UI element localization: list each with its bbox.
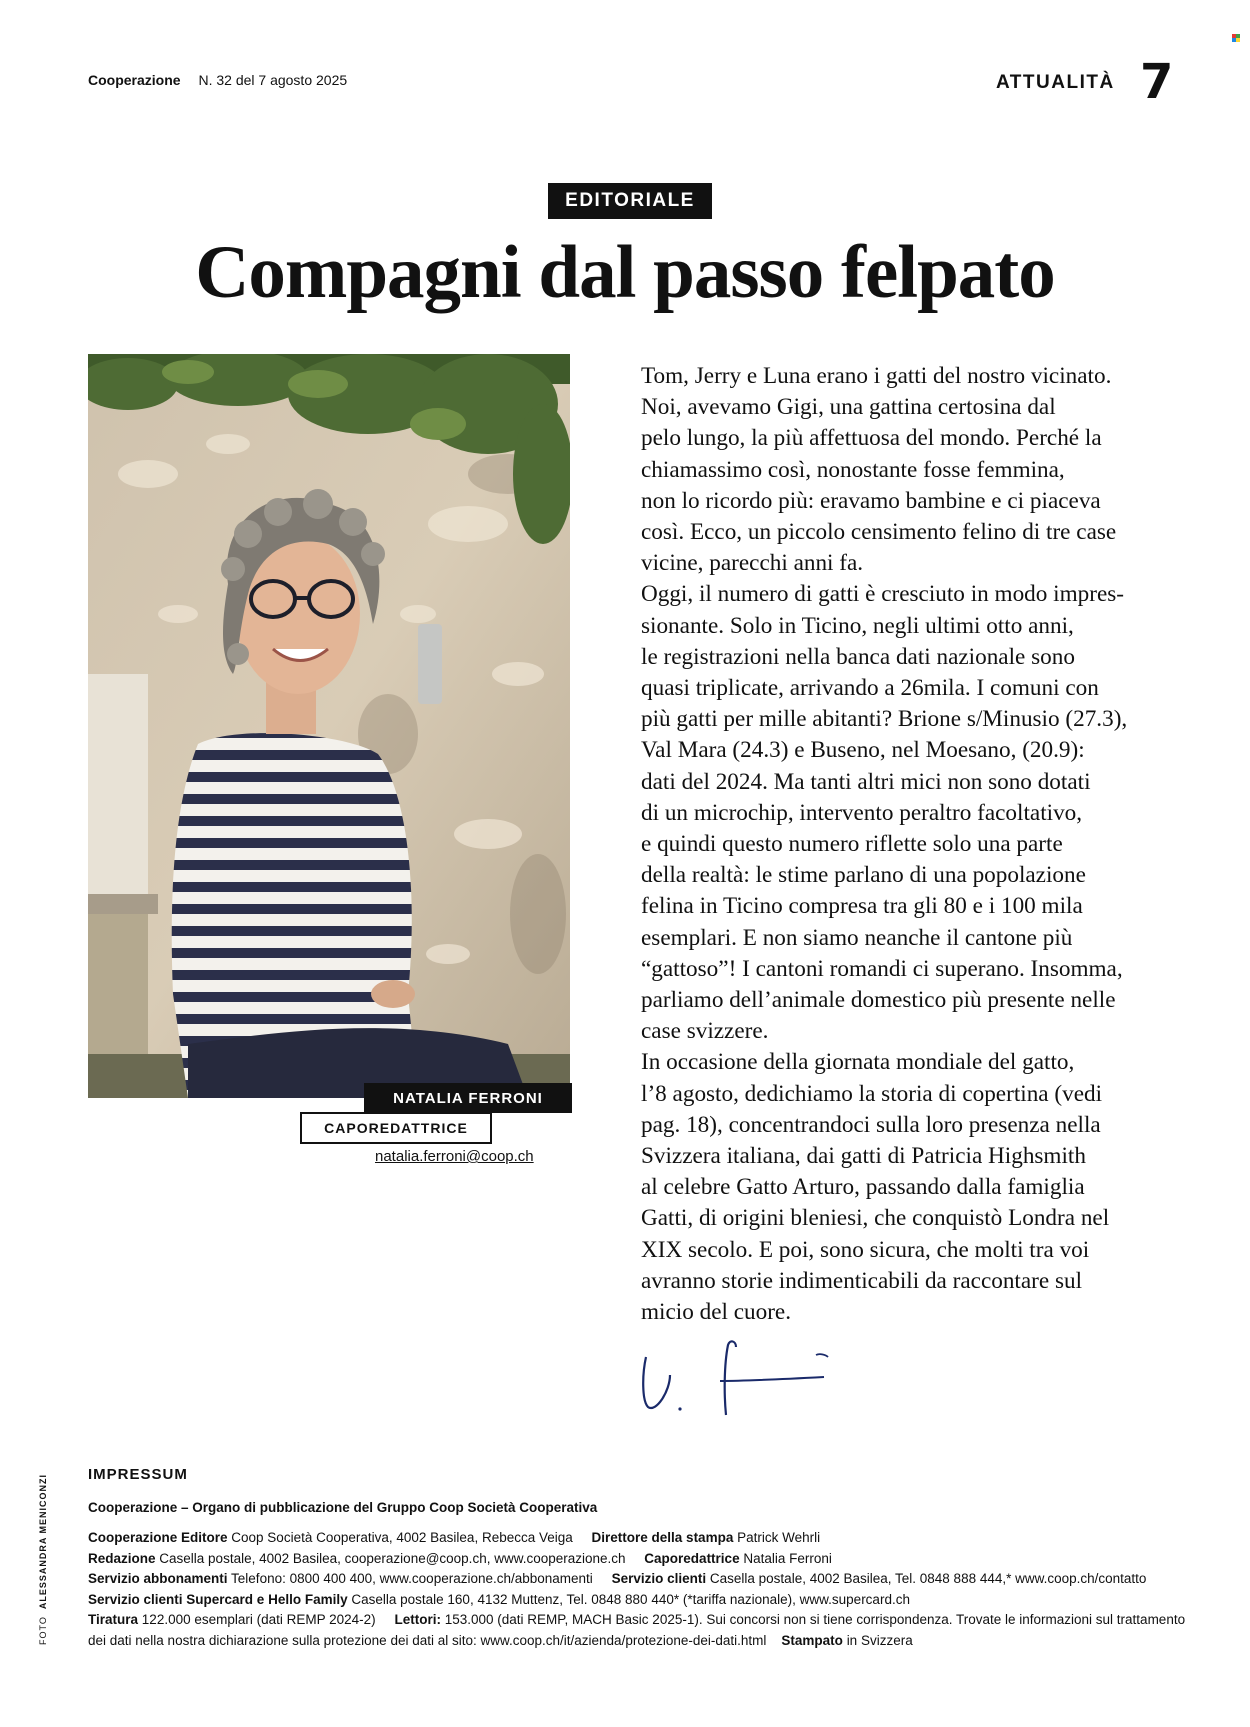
impressum-value: Telefono: 0800 400 400, www.cooperazione.ch/abbonamenti [231, 1571, 593, 1586]
article-paragraph: Tom, Jerry e Luna erano i gatti del nostro vicinato. Noi, avevamo Gigi, una gattina certosina dal pelo lungo, la più affettuosa del mondo. Perché la chiamassimo così, nonostante fosse femmina, non lo ricordo più: eravamo bambine e ci piaceva così. Ecco, un piccolo censimento felino di tre case vicine, parecchi anni fa. [641, 363, 1117, 577]
publication-name: Cooperazione [88, 72, 181, 88]
author-role-tag: CAPOREDATTRICE [300, 1112, 492, 1144]
impressum-title: IMPRESSUM [88, 1466, 188, 1483]
author-portrait-illustration [88, 354, 570, 1098]
impressum-value: Casella postale 160, 4132 Muttenz, Tel. 0848 880 440* (*tariffa nazionale), www.supercard.ch [351, 1591, 910, 1607]
impressum-label: Redazione [88, 1550, 156, 1566]
impressum-value: Coop Società Cooperativa, 4002 Basilea, Rebecca Veiga [231, 1530, 573, 1545]
author-photo [88, 354, 570, 1098]
impressum-value: 122.000 esemplari (dati REMP 2024-2) [141, 1612, 376, 1627]
impressum-label: Cooperazione Editore [88, 1530, 228, 1545]
impressum-label: Stampato [781, 1632, 843, 1648]
author-signature [636, 1335, 836, 1425]
impressum-value: 153.000 (dati REMP, MACH Basic 2025-1). Sui concorsi non si tiene corrispondenza. Trovate le informazioni sul trattamento [444, 1612, 1186, 1627]
headline: Compagni dal passo felpato [195, 231, 1055, 314]
impressum-label: Servizio clienti Supercard e Hello Family [88, 1591, 348, 1607]
impressum-label: Direttore della stampa [591, 1530, 734, 1545]
impressum-value: Casella postale, 4002 Basilea, cooperazione@coop.ch, www.cooperazione.ch [159, 1550, 626, 1566]
impressum-label: Tiratura [88, 1612, 139, 1627]
impressum-label: Caporedattrice [644, 1550, 740, 1566]
author-name-tag: NATALIA FERRONI [364, 1083, 572, 1113]
impressum-line [88, 1528, 1168, 1549]
impressum-line [88, 1610, 1186, 1631]
page-number: 7 [1140, 54, 1174, 110]
impressum-line [88, 1631, 1168, 1652]
kicker-label: EDITORIALE [548, 183, 712, 219]
article-body [641, 361, 1186, 1328]
impressum-lead: Cooperazione – Organo di pubblicazione del Gruppo Coop Società Cooperativa [88, 1500, 598, 1515]
photo-credit-label: FOTO [38, 1616, 48, 1645]
issue-info: N. 32 del 7 agosto 2025 [198, 72, 348, 88]
impressum-value: in Svizzera [846, 1632, 913, 1648]
impressum-label: Servizio clienti [611, 1571, 707, 1586]
impressum-label: Lettori: [394, 1612, 441, 1627]
impressum-details [88, 1528, 1186, 1651]
impressum-value: Natalia Ferroni [743, 1550, 832, 1566]
section-label: ATTUALITÀ [996, 72, 1115, 93]
photo-credit [38, 1474, 48, 1645]
impressum-line [88, 1590, 1168, 1611]
print-mark-icon [1232, 34, 1240, 42]
author-email-link[interactable]: natalia.ferroni@coop.ch [375, 1148, 534, 1165]
article-paragraph: Oggi, il numero di gatti è cresciuto in modo impres- sionante. Solo in Ticino, negli ultimi otto anni, le registrazioni nella banca dati nazionale sono quasi triplicate, arrivando a 26mila. I comuni con più gatti per mille abitanti? Brione s/Minusio (27.3), Val Mara (24.3) e Buseno, nel Moesano, (20.9): dati del 2024. Ma tanti altri mici non sono dotati di un microchip, intervento peraltro facoltativo, e quindi questo numero riflette solo una parte della realtà: le stime parlano di una popolazione felina in Ticino compresa tra gli 80 e i 100 mila esemplari. E non siamo neanche il cantone più “gattoso”! I cantoni romandi ci superano. Insomma, parliamo dell’animale domestico più presente nelle case svizzere. [641, 581, 1128, 1045]
impressum-value: Casella postale, 4002 Basilea, Tel. 0848 888 444,* www.coop.ch/contatto [709, 1571, 1147, 1586]
article-paragraph: In occasione della giornata mondiale del gatto, l’8 agosto, dedichiamo la storia di copertina (vedi pag. 18), concentrandoci sulla loro presenza nella Svizzera italiana, dai gatti di Patricia Highsmith al celebre Gatto Arturo, passando dalla famiglia Gatti, di origini bleniesi, che conquistò Londra nel XIX secolo. E poi, sono sicura, che molti tra voi avranno storie indimenticabili da raccontare sul micio del cuore. [641, 1049, 1110, 1326]
impressum-value: Patrick Wehrli [737, 1530, 821, 1545]
impressum-value: dei dati nella nostra dichiarazione sulla protezione dei dati al sito: www.coop.ch/it/azienda/protezione-dei-dati.html [88, 1632, 767, 1648]
impressum-line [88, 1549, 1168, 1570]
impressum-label: Servizio abbonamenti [88, 1571, 228, 1586]
impressum-line [88, 1569, 1168, 1590]
masthead [88, 72, 347, 88]
photo-credit-name: ALESSANDRA MENICONZI [38, 1473, 48, 1610]
